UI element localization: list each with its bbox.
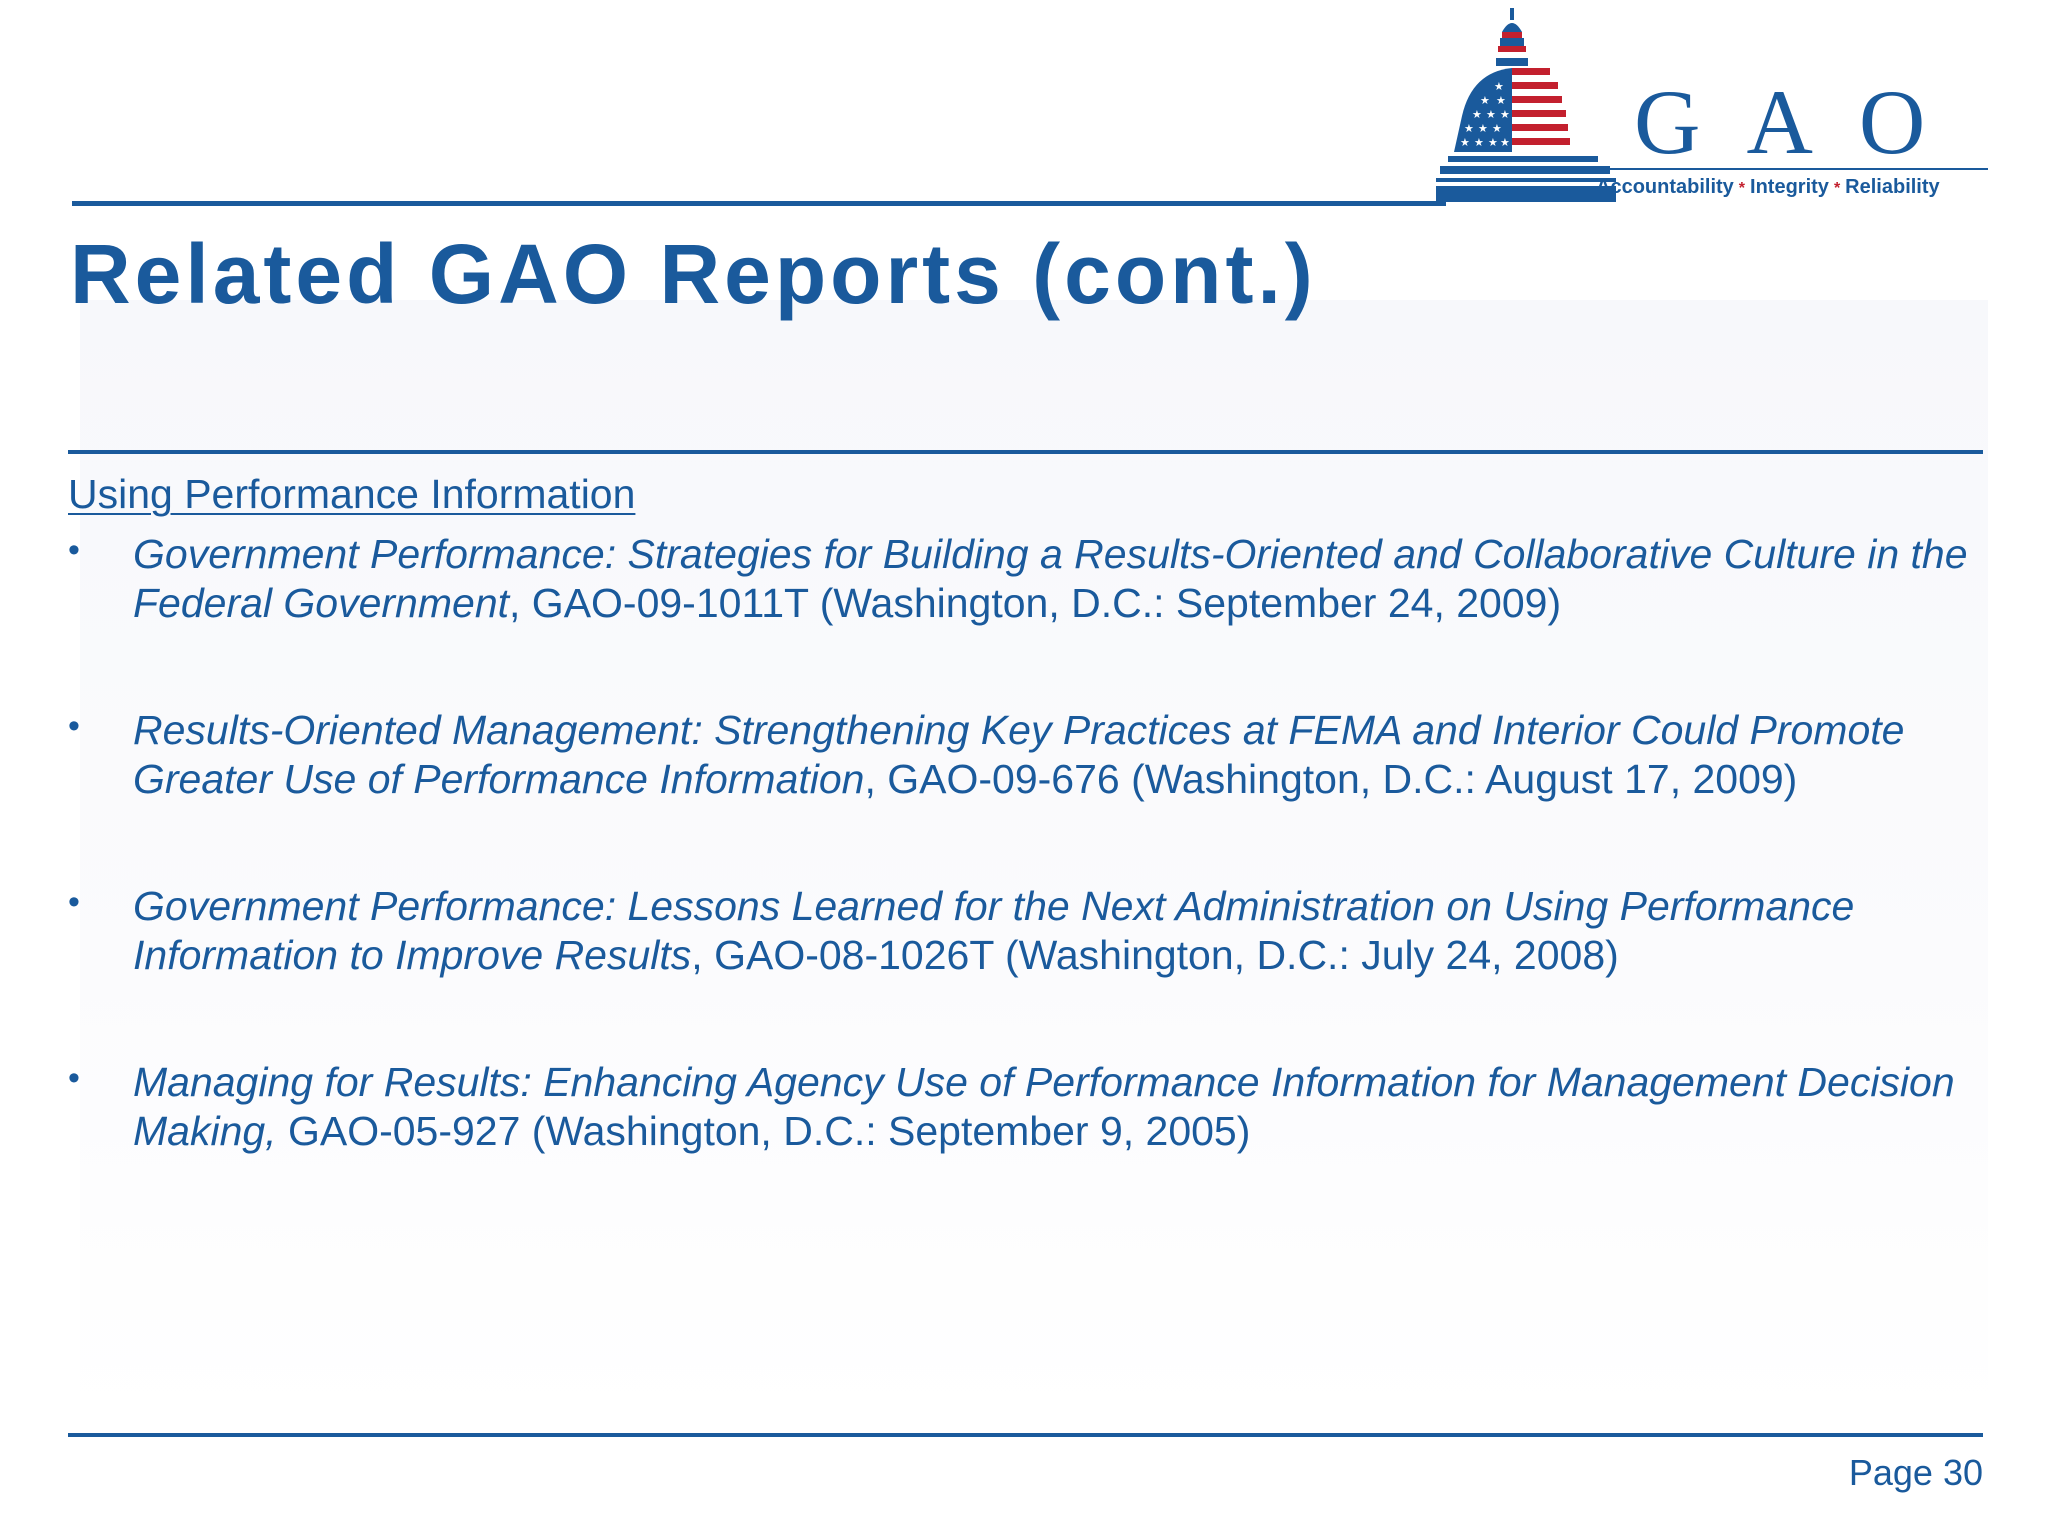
svg-text:★: ★ — [1486, 108, 1496, 121]
tagline-word: Integrity — [1750, 176, 1829, 198]
logo-letter: O — [1858, 71, 1926, 173]
logo-wordmark — [1634, 71, 1926, 173]
logo-letter: G — [1634, 71, 1701, 173]
svg-text:★: ★ — [1480, 94, 1490, 107]
page-number: Page 30 — [1848, 1452, 1983, 1493]
report-list — [68, 530, 1968, 1234]
svg-text:★: ★ — [1500, 108, 1510, 121]
svg-text:★: ★ — [1488, 136, 1498, 149]
svg-text:★: ★ — [1500, 136, 1510, 149]
svg-text:★: ★ — [1474, 136, 1484, 149]
report-citation: , GAO-09-1011T (Washington, D.C.: September 24, 2009) — [509, 580, 1562, 626]
report-citation: GAO-05-927 (Washington, D.C.: September 9, 2005) — [276, 1108, 1251, 1154]
section-heading: Using Performance Information — [68, 471, 636, 517]
logo-tagline — [1596, 168, 1988, 199]
footer-rule — [68, 1433, 1983, 1437]
svg-text:★: ★ — [1460, 136, 1470, 149]
report-citation: , GAO-08-1026T (Washington, D.C.: July 24, 2008) — [691, 932, 1619, 978]
list-item — [68, 882, 1968, 980]
list-item — [68, 1058, 1968, 1156]
svg-text:★: ★ — [1494, 80, 1504, 93]
report-citation: , GAO-09-676 (Washington, D.C.: August 17, 2009) — [864, 756, 1798, 802]
svg-text:★: ★ — [1496, 94, 1506, 107]
svg-text:★: ★ — [1492, 122, 1502, 135]
header-rule — [72, 201, 1446, 206]
title-rule — [68, 450, 1983, 454]
svg-text:★: ★ — [1472, 108, 1482, 121]
list-item — [68, 706, 1968, 804]
report-title: Managing for Results: Enhancing Agency Use of Performance Information for Management Decision Making, — [133, 1059, 1955, 1154]
report-title: Results-Oriented Management: Strengthening Key Practices at FEMA and Interior Could Promote Greater Use of Performance Information — [133, 707, 1905, 802]
logo-letter: A — [1746, 71, 1813, 173]
report-title: Government Performance: Strategies for Building a Results-Oriented and Collaborative Culture in the Federal Government — [133, 531, 1968, 626]
bullet-icon: • — [68, 883, 80, 921]
list-item — [68, 530, 1968, 628]
bullet-icon: • — [68, 1059, 80, 1097]
svg-text:★: ★ — [1478, 122, 1488, 135]
gao-logo — [1436, 6, 1996, 208]
svg-text:★: ★ — [1464, 122, 1474, 135]
bullet-icon: • — [68, 707, 80, 745]
tagline-star-icon: * — [1738, 180, 1746, 197]
tagline-star-icon: * — [1833, 180, 1841, 197]
report-title: Government Performance: Lessons Learned for the Next Administration on Using Performance Information to Improve Results — [133, 883, 1855, 978]
tagline-word: Reliability — [1845, 176, 1940, 198]
bullet-icon: • — [68, 531, 80, 569]
page-title: Related GAO Reports (cont.) — [70, 227, 1317, 321]
tagline-word: Accountability — [1596, 176, 1734, 198]
